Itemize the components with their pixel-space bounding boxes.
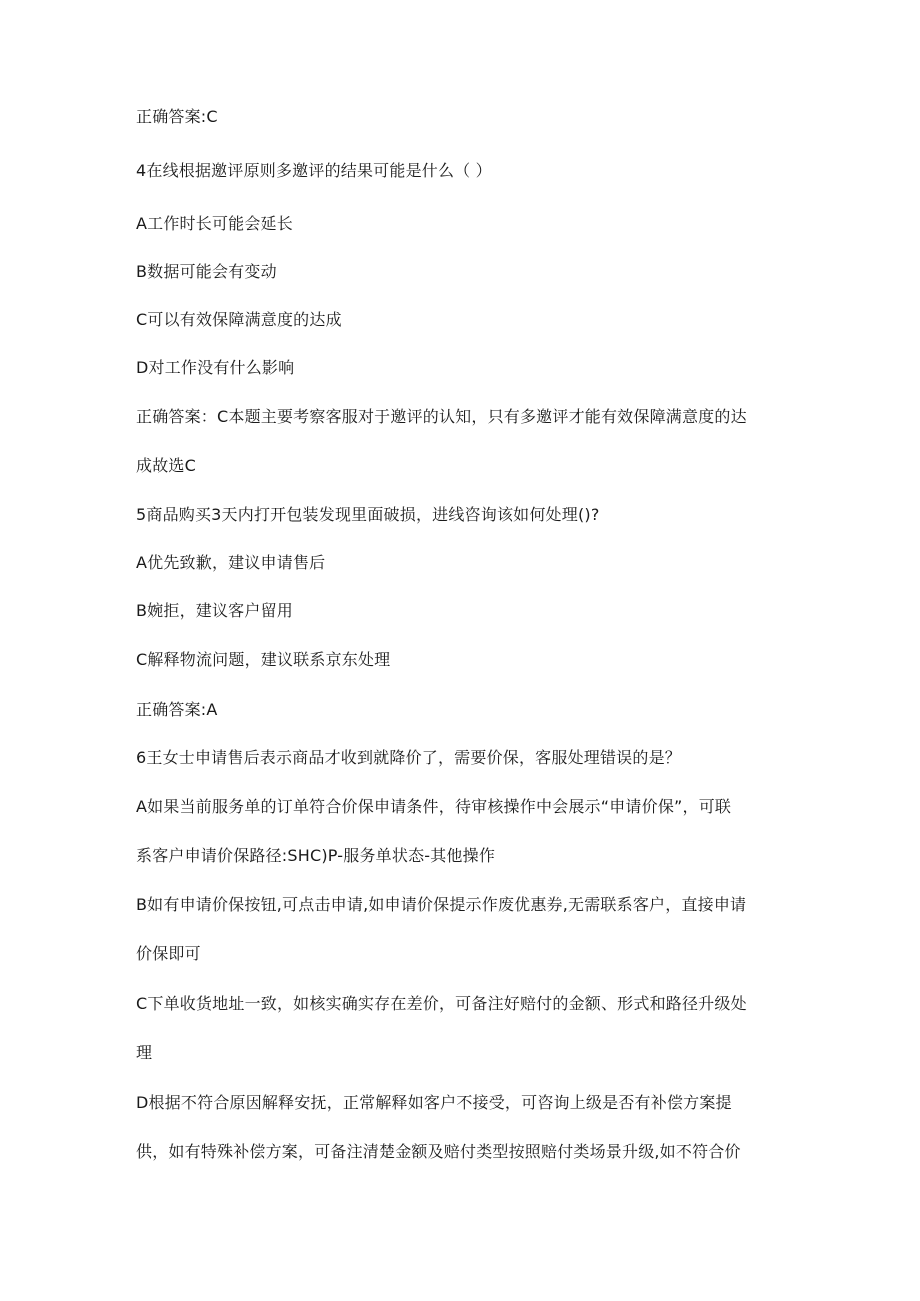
question-6: 6王女士申请售后表示商品才收到就降价了，需要价保，客服处理错误的是？ (136, 748, 681, 767)
q4-option-c: C可以有效保障满意度的达成 (136, 310, 342, 329)
question-4: 4在线根据邀评原则多邀评的结果可能是什么（ ） (136, 161, 492, 180)
q4-option-d: D对工作没有什么影响 (136, 358, 295, 377)
q6-option-c: C下单收货地址一致，如核实确实存在差价，可备注好赔付的金额、形式和路径升级处 (136, 994, 747, 1013)
q4-option-a: A工作时长可能会延长 (136, 214, 293, 233)
q6-option-a: A如果当前服务单的订单符合价保申请条件，待审核操作中会展示“申请价保”，可联 (136, 797, 732, 816)
answer-line-q4-cont: 成故选C (136, 456, 196, 475)
answer-line-q5: 正确答案:A (136, 700, 218, 719)
answer-line-q4: 正确答案：C本题主要考察客服对于邀评的认知，只有多邀评才能有效保障满意度的达 (136, 407, 747, 426)
q6-option-b-cont: 价保即可 (136, 944, 201, 963)
q5-option-c: C解释物流问题，建议联系京东处理 (136, 650, 391, 669)
answer-line-q3: 正确答案:C (136, 107, 218, 126)
q6-option-b: B如有申请价保按钮,可点击申请,如申请价保提示作废优惠券,无需联系客户，直接申请 (136, 895, 747, 914)
q6-option-a-cont: 系客户申请价保路径:SHC)P-服务单状态-其他操作 (136, 846, 496, 865)
q6-option-d-cont: 供，如有特殊补偿方案，可备注清楚金额及赔付类型按照赔付类场景升级,如不符合价 (136, 1142, 741, 1161)
question-5: 5商品购买3天内打开包装发现里面破损，进线咨询该如何处理()? (136, 505, 600, 524)
q5-option-b: B婉拒，建议客户留用 (136, 601, 293, 620)
q6-option-c-cont: 理 (136, 1043, 153, 1062)
q5-option-a: A优先致歉，建议申请售后 (136, 553, 326, 572)
q4-option-b: B数据可能会有变动 (136, 262, 277, 281)
q6-option-d: D根据不符合原因解释安抚，正常解释如客户不接受，可咨询上级是否有补偿方案提 (136, 1093, 732, 1112)
